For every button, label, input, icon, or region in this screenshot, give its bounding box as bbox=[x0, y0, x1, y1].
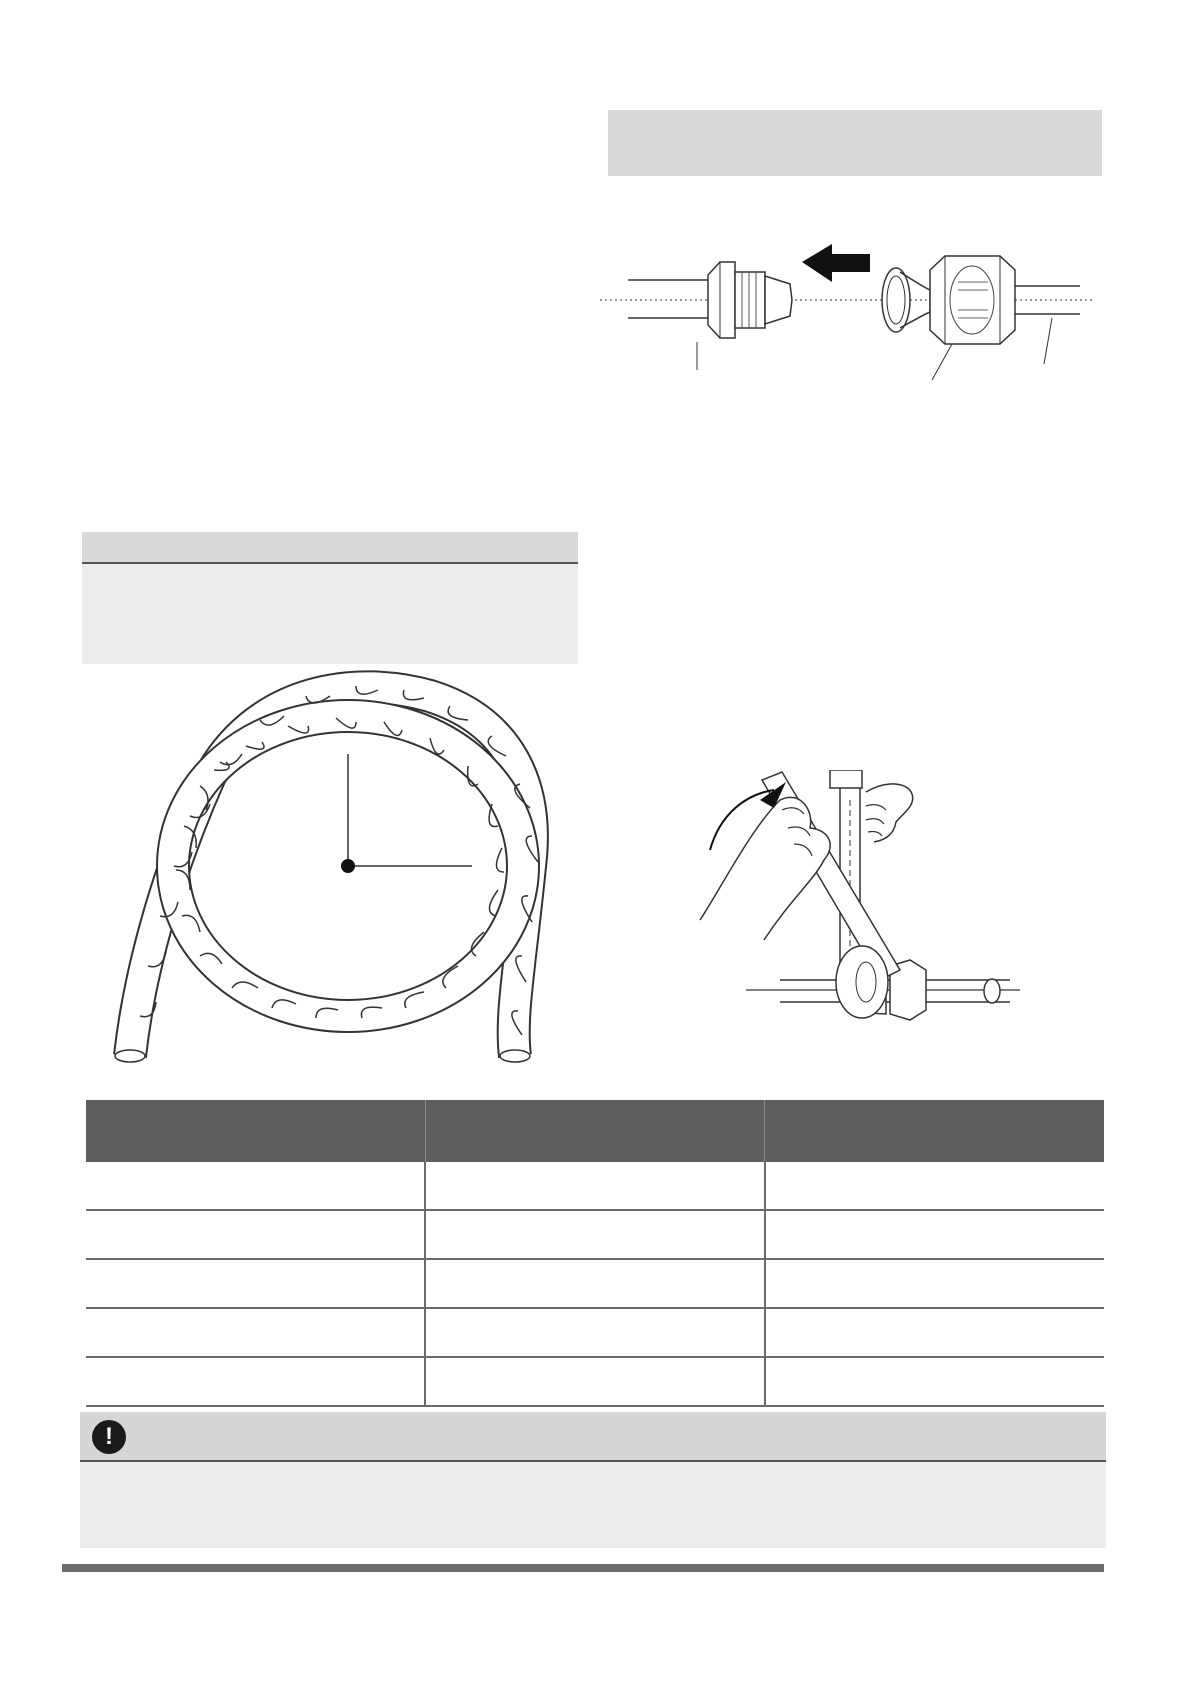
table-row bbox=[86, 1162, 1104, 1210]
notice-header bbox=[80, 1412, 1106, 1462]
table-cell bbox=[765, 1357, 1104, 1406]
exclamation-icon: ! bbox=[92, 1420, 126, 1454]
two-wrench-tightening-illustration bbox=[690, 770, 1040, 1040]
flare-nut-connection-illustration bbox=[600, 220, 1100, 380]
table-cell bbox=[86, 1259, 425, 1308]
table-header-row bbox=[86, 1100, 1104, 1162]
table-cell bbox=[86, 1357, 425, 1406]
table-cell bbox=[86, 1210, 425, 1259]
table-cell bbox=[425, 1308, 764, 1357]
torque-table-container bbox=[86, 1100, 1104, 1407]
table-cell bbox=[86, 1162, 425, 1210]
section-header-box-left bbox=[82, 532, 578, 564]
table-header-cell bbox=[765, 1100, 1104, 1162]
table-header-cell bbox=[425, 1100, 764, 1162]
table-header-cell bbox=[86, 1100, 425, 1162]
table-cell bbox=[765, 1308, 1104, 1357]
table-cell bbox=[425, 1357, 764, 1406]
table-cell bbox=[765, 1210, 1104, 1259]
table-row bbox=[86, 1308, 1104, 1357]
coiled-insulated-pipe-illustration bbox=[100, 666, 570, 1066]
section-body-box-left bbox=[82, 564, 578, 664]
section-header-box-top-right bbox=[608, 110, 1102, 176]
table-row bbox=[86, 1259, 1104, 1308]
table-cell bbox=[425, 1162, 764, 1210]
table-row bbox=[86, 1357, 1104, 1406]
torque-table bbox=[86, 1100, 1104, 1407]
table-cell bbox=[86, 1308, 425, 1357]
table-cell bbox=[765, 1259, 1104, 1308]
table-cell bbox=[765, 1162, 1104, 1210]
footer-rule bbox=[62, 1564, 1104, 1572]
table-cell bbox=[425, 1259, 764, 1308]
direction-arrow-icon bbox=[802, 244, 870, 282]
notice-body bbox=[80, 1462, 1106, 1548]
table-row bbox=[86, 1210, 1104, 1259]
table-cell bbox=[425, 1210, 764, 1259]
